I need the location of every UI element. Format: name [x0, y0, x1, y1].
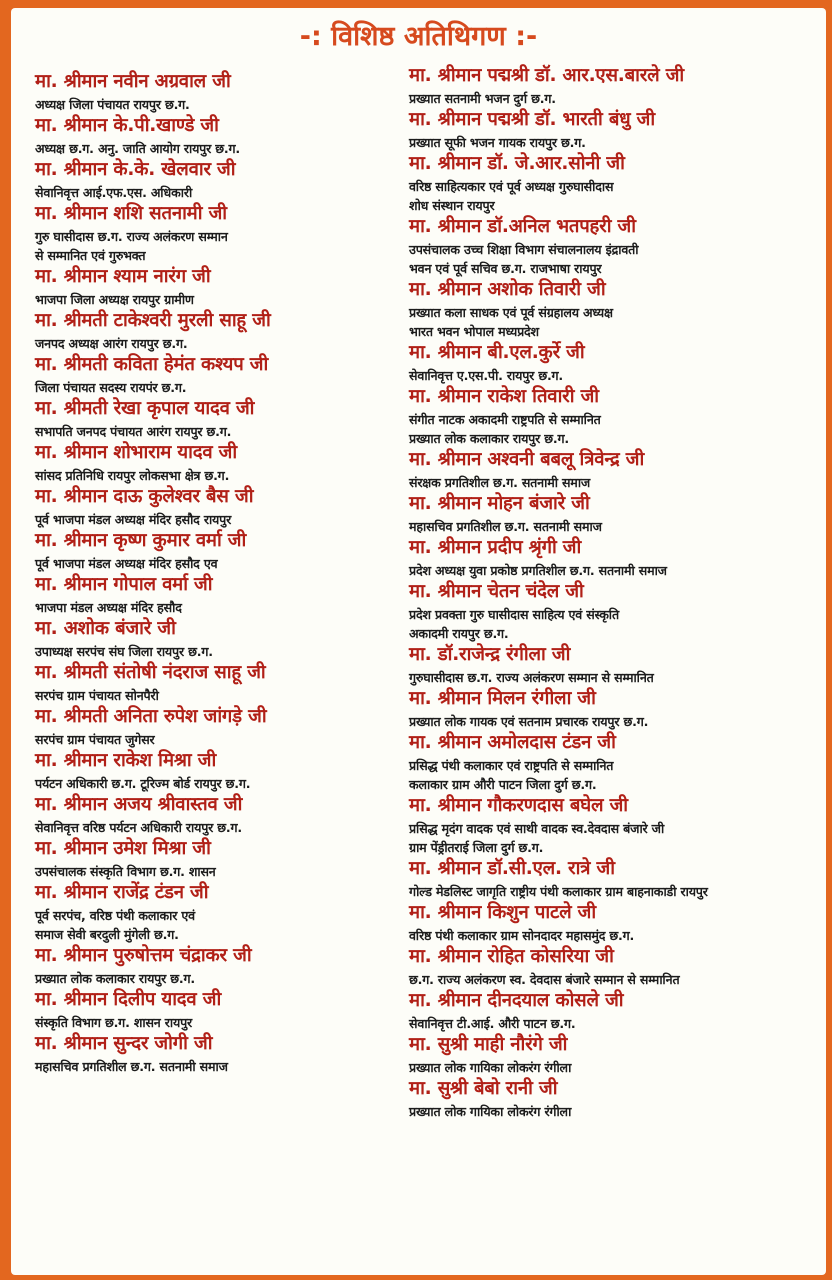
guest-entry [35, 529, 413, 573]
guest-entry [35, 309, 413, 353]
guest-entry [35, 265, 413, 309]
guest-designation: सरपंच ग्राम पंचायत सोनपैरी [35, 688, 159, 703]
guest-designation: प्रख्यात लोक गायिका लोकरंग रंगीला [409, 1104, 572, 1119]
guest-name: मा. श्रीमान राजेंद्र टंडन जी [35, 882, 209, 903]
guest-designation: प्रख्यात लोक गायिका लोकरंग रंगीला [409, 1060, 572, 1075]
guest-entry [409, 385, 821, 448]
guest-designation: जिला पंचायत सदस्य रायपंर छ.ग. [35, 380, 187, 395]
guest-designation: सेवानिवृत्त टी.आई. औरी पाटन छ.ग. [409, 1016, 576, 1031]
guest-entry [35, 158, 413, 202]
guest-designation: प्रख्यात सूफी भजन गायक रायपुर छ.ग. [409, 135, 586, 150]
guest-name: मा. श्रीमान मिलन रंगीला जी [409, 688, 596, 709]
guest-entry [35, 793, 413, 837]
guest-entry [35, 1032, 413, 1076]
guest-designation: ग्राम पेंड्रीतराई जिला दुर्ग छ.ग. [409, 840, 544, 855]
guest-entry [409, 945, 821, 989]
guest-designation: सेवानिवृत्त ए.एस.पी. रायपुर छ.ग. [409, 368, 564, 383]
guest-designation: कलाकार ग्राम औरी पाटन जिला दुर्ग छ.ग. [409, 777, 597, 792]
guest-entry [409, 989, 821, 1033]
guest-name: मा. श्रीमान गौकरणदास बघेल जी [409, 795, 628, 816]
guest-designation: से सम्मानित एवं गुरुभक्त [35, 248, 146, 263]
guest-entry [35, 397, 413, 441]
guest-entry [409, 278, 821, 341]
guest-name: मा. सुश्री माही नौरंगे जी [409, 1034, 568, 1055]
guest-name: मा. श्रीमान अशोक तिवारी जी [409, 279, 606, 300]
guest-name: मा. श्रीमान बी.एल.कुर्रे जी [409, 342, 585, 363]
guest-name: मा. श्रीमती संतोषी नंदराज साहू जी [35, 662, 266, 683]
guest-name: मा. डॉ.राजेन्द्र रंगीला जी [409, 644, 571, 665]
guest-designation: पूर्व सरपंच, वरिष्ठ पंथी कलाकार एवं [35, 908, 195, 923]
guest-name: मा. श्रीमान शोभाराम यादव जी [35, 442, 237, 463]
guest-name: मा. श्रीमान डॉ. जे.आर.सोनी जी [409, 153, 625, 174]
guest-entry [35, 988, 413, 1032]
guest-column-right [409, 64, 821, 1121]
guest-designation: प्रदेश अध्यक्ष युवा प्रकोष्ठ प्रगतिशील छ.ग. सतनामी समाज [409, 563, 667, 578]
guest-entry [409, 794, 821, 857]
guest-designation: जनपद अध्यक्ष आरंग रायपुर छ.ग. [35, 336, 188, 351]
guest-name: मा. श्रीमती टाकेश्वरी मुरली साहू जी [35, 310, 271, 331]
guest-entry [35, 202, 413, 265]
guest-name: मा. श्रीमान उमेश मिश्रा जी [35, 838, 211, 859]
guest-entry [409, 1033, 821, 1077]
guest-name: मा. श्रीमान नवीन अग्रवाल जी [35, 71, 231, 92]
guest-designation: संगीत नाटक अकादमी राष्ट्रपति से सम्मानित [409, 412, 601, 427]
guest-entry [35, 705, 413, 749]
guest-name: मा. श्रीमान के.के. खेलवार जी [35, 159, 236, 180]
guest-name: मा. श्रीमती कविता हेमंत कश्यप जी [35, 354, 269, 375]
guest-designation: उपसंचालक उच्च शिक्षा विभाग संचालनालय इंद्रावती [409, 242, 639, 257]
guest-name: मा. अशोक बंजारे जी [35, 618, 176, 639]
guest-entry [409, 643, 821, 687]
guest-designation: प्रसिद्ध मृदंग वादक एवं साथी वादक स्व.देवदास बंजारे जी [409, 821, 665, 836]
guest-entry [35, 837, 413, 881]
guest-name: मा. श्रीमान मोहन बंजारे जी [409, 493, 590, 514]
guest-designation: पूर्व भाजपा मंडल अध्यक्ष मंदिर हसौद एव [35, 556, 218, 571]
guest-name: मा. श्रीमान डॉ.अनिल भतपहरी जी [409, 216, 636, 237]
guest-designation: महासचिव प्रगतिशील छ.ग. सतनामी समाज [35, 1059, 228, 1074]
guest-name: मा. श्रीमान अमोलदास टंडन जी [409, 732, 616, 753]
guest-designation: सरपंच ग्राम पंचायत जुगेसर [35, 732, 155, 747]
guest-entry [409, 152, 821, 215]
guest-designation: भवन एवं पूर्व सचिव छ.ग. राजभाषा रायपुर [409, 261, 602, 276]
guest-designation: प्रसिद्ध पंथी कलाकार एवं राष्ट्रपति से सम्मानित [409, 758, 614, 773]
guest-entry [35, 485, 413, 529]
guest-name: मा. श्रीमान प्रदीप श्रृंगी जी [409, 537, 582, 558]
guest-designation: अकादमी रायपुर छ.ग. [409, 626, 509, 641]
guest-name: मा. श्रीमती रेखा कृपाल यादव जी [35, 398, 255, 419]
guest-designation: गुरु घासीदास छ.ग. राज्य अलंकरण सम्मान [35, 229, 228, 244]
guest-designation: प्रख्यात कला साधक एवं पूर्व संग्रहालय अध्यक्ष [409, 305, 613, 320]
guest-entry [409, 857, 821, 901]
guest-name: मा. श्रीमान पुरुषोत्तम चंद्राकर जी [35, 945, 252, 966]
guest-name: मा. श्रीमान अजय श्रीवास्तव जी [35, 794, 243, 815]
guest-entry [409, 64, 821, 108]
guest-entry [35, 114, 413, 158]
guest-entry [35, 944, 413, 988]
page-title: -: विशिष्ठ अतिथिगण :- [299, 21, 538, 52]
guest-designation: वरिष्ठ पंथी कलाकार ग्राम सोनदादर महासमुंद छ.ग. [409, 928, 635, 943]
guest-name: मा. श्रीमान किशुन पाटले जी [409, 902, 596, 923]
guest-entry [409, 215, 821, 278]
guest-column-left [35, 70, 413, 1076]
guest-entry [35, 881, 413, 944]
guest-designation: अध्यक्ष छ.ग. अनु. जाति आयोग रायपुर छ.ग. [35, 141, 240, 156]
guest-name: मा. श्रीमान दीनदयाल कोसले जी [409, 990, 624, 1011]
guest-name: मा. श्रीमान चेतन चंदेल जी [409, 581, 584, 602]
guest-entry [409, 341, 821, 385]
guest-entry [35, 441, 413, 485]
guest-entry [409, 901, 821, 945]
guest-entry [409, 1077, 821, 1121]
guest-name: मा. श्रीमान डॉ.सी.एल. रात्रे जी [409, 858, 615, 879]
guest-designation: प्रख्यात लोक गायक एवं सतनाम प्रचारक रायपुर छ.ग. [409, 714, 649, 729]
guest-designation: वरिष्ठ साहित्यकार एवं पूर्व अध्यक्ष गुरुघासीदास [409, 179, 614, 194]
guest-designation: उपाध्यक्ष सरपंच संघ जिला रायपुर छ.ग. [35, 644, 213, 659]
guest-name: मा. श्रीमान रोहित कोसरिया जी [409, 946, 614, 967]
guest-name: मा. श्रीमान दाऊ कुलेश्वर बैस जी [35, 486, 254, 507]
guest-name: मा. श्रीमान दिलीप यादव जी [35, 989, 222, 1010]
guest-designation: प्रदेश प्रवक्ता गुरु घासीदास साहित्य एवं संस्कृति [409, 607, 620, 622]
guest-designation: प्रख्यात लोक कलाकार रायपुर छ.ग. [409, 431, 569, 446]
guest-designation: पूर्व भाजपा मंडल अध्यक्ष मंदिर हसौद रायपुर [35, 512, 232, 527]
guest-name: मा. श्रीमान गोपाल वर्मा जी [35, 574, 213, 595]
guest-designation: भाजपा मंडल अध्यक्ष मंदिर हसौद [35, 600, 182, 615]
guest-name: मा. श्रीमान शशि सतनामी जी [35, 203, 227, 224]
guest-entry [35, 617, 413, 661]
guest-name: मा. श्रीमान राकेश तिवारी जी [409, 386, 599, 407]
guest-designation: संरक्षक प्रगतिशील छ.ग. सतनामी समाज [409, 475, 591, 490]
guest-designation: संस्कृति विभाग छ.ग. शासन रायपुर [35, 1015, 192, 1030]
guest-designation: उपसंचालक संस्कृति विभाग छ.ग. शासन [35, 864, 216, 879]
guest-name: मा. श्रीमान श्याम नारंग जी [35, 266, 211, 287]
guest-name: मा. श्रीमान पद्मश्री डॉ. भारती बंधु जी [409, 109, 655, 130]
guest-designation: अध्यक्ष जिला पंचायत रायपुर छ.ग. [35, 97, 190, 112]
guest-designation: प्रख्यात लोक कलाकार रायपुर छ.ग. [35, 971, 195, 986]
guest-name: मा. श्रीमान के.पी.खाण्डे जी [35, 115, 219, 136]
guest-designation: पर्यटन अधिकारी छ.ग. टूरिज्म बोर्ड रायपुर छ.ग. [35, 776, 251, 791]
guest-entry [409, 731, 821, 794]
guest-designation: समाज सेवी बरदुली मुंगेली छ.ग. [35, 927, 179, 942]
guest-designation: गुरुघासीदास छ.ग. राज्य अलंकरण सम्मान से सम्मानित [409, 670, 654, 685]
guest-designation: भाजपा जिला अध्यक्ष रायपुर ग्रामीण [35, 292, 194, 307]
guest-entry [409, 536, 821, 580]
guest-designation: सभापति जनपद पंचायत आरंग रायपुर छ.ग. [35, 424, 232, 439]
guest-designation: छ.ग. राज्य अलंकरण स्व. देवदास बंजारे सम्मान से सम्मानित [409, 972, 680, 987]
guest-entry [35, 749, 413, 793]
guest-entry [409, 687, 821, 731]
guest-entry [35, 573, 413, 617]
guest-designation: महासचिव प्रगतिशील छ.ग. सतनामी समाज [409, 519, 602, 534]
guest-entry [409, 448, 821, 492]
guest-entry [409, 108, 821, 152]
guest-entry [409, 492, 821, 536]
guest-entry [35, 70, 413, 114]
guest-list-card [11, 8, 826, 1275]
guest-name: मा. श्रीमान पद्मश्री डॉ. आर.एस.बारले जी [409, 65, 685, 86]
guest-name: मा. श्रीमती अनिता रुपेश जांगड़े जी [35, 706, 267, 727]
guest-name: मा. श्रीमान कृष्ण कुमार वर्मा जी [35, 530, 247, 551]
guest-designation: सेवानिवृत्त वरिष्ठ पर्यटन अधिकारी रायपुर छ.ग. [35, 820, 242, 835]
guest-designation: सेवानिवृत्त आई.एफ.एस. अधिकारी [35, 185, 193, 200]
guest-designation: भारत भवन भोपाल मध्यप्रदेश [409, 324, 539, 339]
guest-designation: सांसद प्रतिनिधि रायपुर लोकसभा क्षेत्र छ.ग. [35, 468, 230, 483]
guest-name: मा. श्रीमान अश्वनी बबलू त्रिवेन्द्र जी [409, 449, 645, 470]
guest-entry [35, 661, 413, 705]
guest-entry [409, 580, 821, 643]
guest-name: मा. सुश्री बेबो रानी जी [409, 1078, 558, 1099]
guest-designation: शोध संस्थान रायपुर [409, 198, 495, 213]
guest-entry [35, 353, 413, 397]
guest-designation: गोल्ड मेडलिस्ट जागृति राष्ट्रीय पंथी कलाकार ग्राम बाहनाकाडी रायपुर [409, 884, 708, 899]
guest-name: मा. श्रीमान राकेश मिश्रा जी [35, 750, 217, 771]
guest-name: मा. श्रीमान सुन्दर जोगी जी [35, 1033, 213, 1054]
guest-designation: प्रख्यात सतनामी भजन दुर्ग छ.ग. [409, 91, 556, 106]
